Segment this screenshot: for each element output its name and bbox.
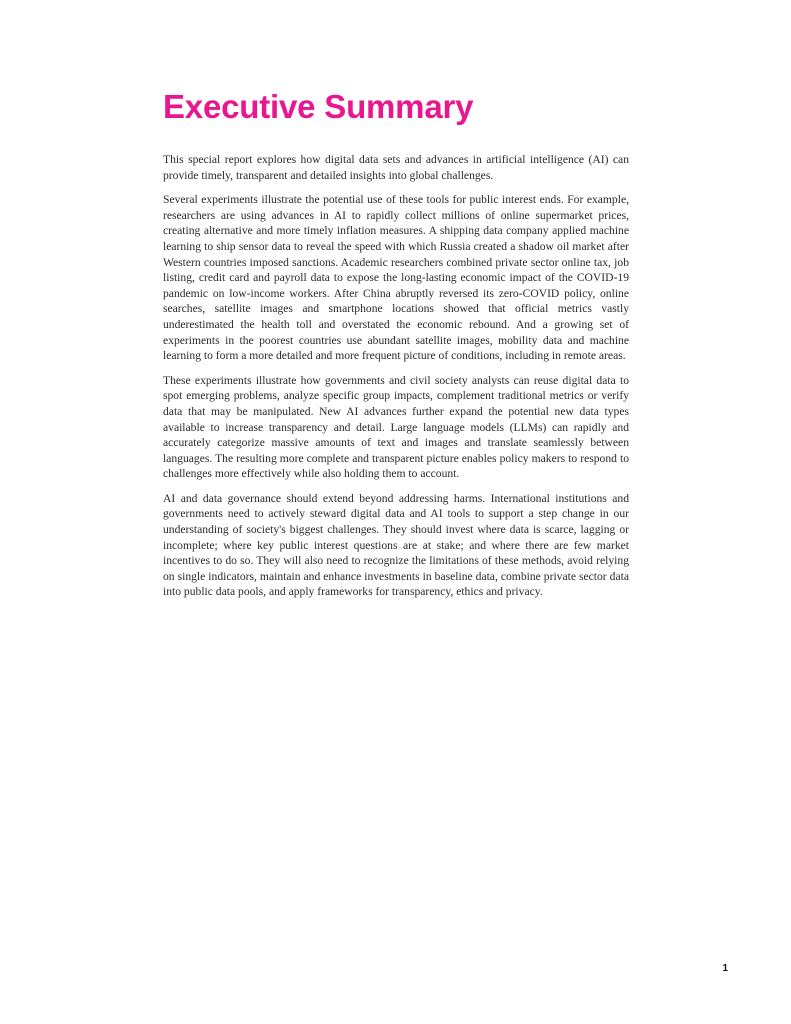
paragraph-experiments: Several experiments illustrate the potential use of these tools for public interest ends. For example, researchers are using advances in AI to rapidly collect millions of online supermarket prices, creating alternative and more timely inflation measures. A shipping data company applied machine learning to ship sensor data to reveal the speed with which Russia created a shadow oil market after Western countries imposed sanctions. Academic researchers combined private sector online tax, job listing, credit card and payroll data to expose the long-lasting economic impact of the COVID-19 pandemic on low-income workers. After China abruptly reversed its zero-COVID policy, online searches, satellite images and smartphone locations showed that official metrics vastly underestimated the health toll and overstated the economic rebound. And a growing set of experiments in the poorest countries use abundant satellite images, mobility data and machine learning to form a more detailed and more frequent picture of conditions, including in remote areas. — [163, 193, 629, 363]
page-title: Executive Summary — [163, 88, 474, 125]
paragraph-intro: This special report explores how digital data sets and advances in artificial intelligence (AI) can provide timely, transparent and detailed insights into global challenges. — [163, 153, 629, 182]
paragraph-governance: AI and data governance should extend beyond addressing harms. International institutions and governments need to actively steward digital data and AI tools to support a step change in our understanding of society's biggest challenges. They should invest where data is scarce, lagging or incomplete; where key public interest questions are at stake; and where there are few market incentives to do so. They will also need to recognize the limitations of these methods, avoid relying on single indicators, maintain and enhance investments in baseline data, combine private sector data into public data pools, and apply frameworks for transparency, ethics and privacy. — [163, 491, 629, 599]
body-text — [163, 152, 629, 609]
page-number: 1 — [722, 963, 728, 974]
paragraph-reuse: These experiments illustrate how governments and civil society analysts can reuse digital data to spot emerging problems, analyze specific group impacts, complement traditional metrics or verify data that may be manipulated. New AI advances further expand the potential new data types available to increase transparency and detail. Large language models (LLMs) can rapidly and accurately categorize massive amounts of text and images and translate seamlessly between languages. The resulting more complete and transparent picture enables policy makers to respond to challenges more effectively while also holding them to account. — [163, 373, 629, 481]
